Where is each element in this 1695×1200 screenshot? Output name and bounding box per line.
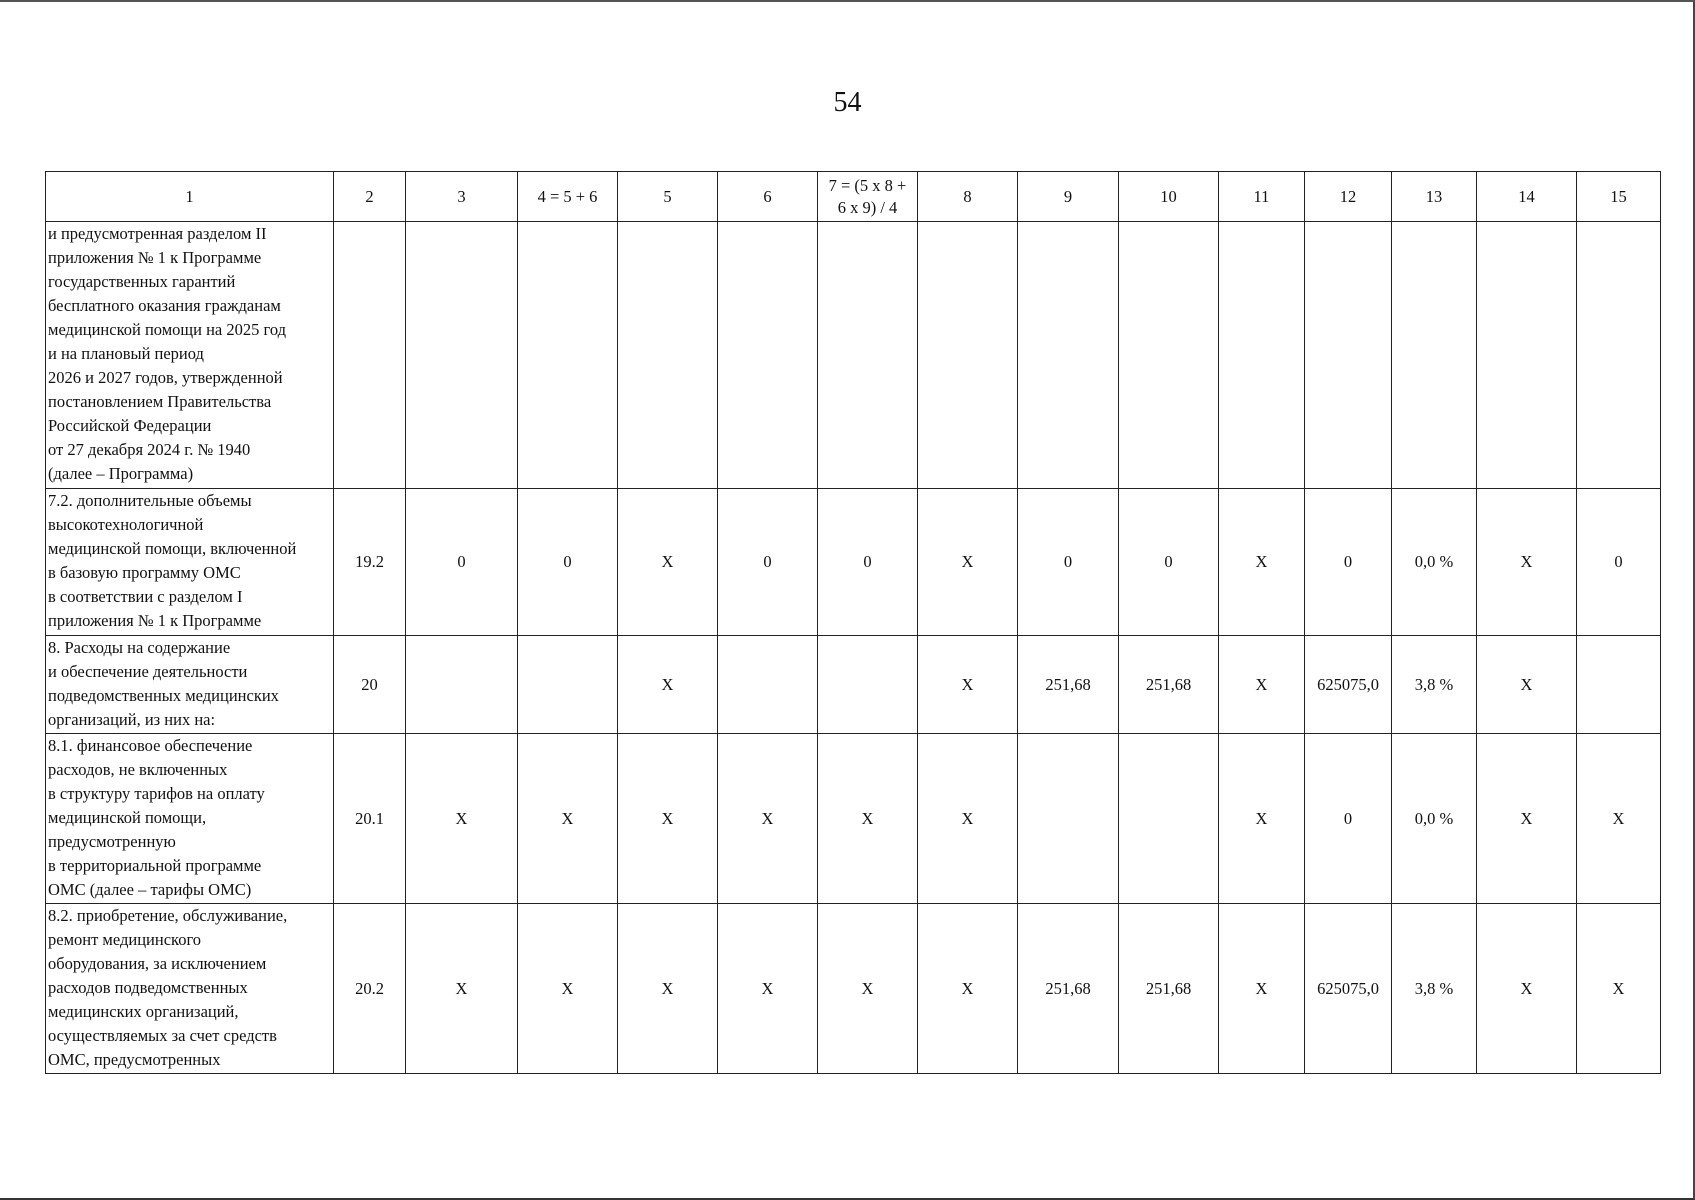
- column-header: 1: [46, 172, 334, 222]
- table-cell: [618, 222, 718, 489]
- column-header: 6: [718, 172, 818, 222]
- table-cell: 20.2: [334, 904, 406, 1074]
- table-cell: 0: [1018, 489, 1119, 636]
- data-table: [45, 171, 1661, 1074]
- column-header: 5: [618, 172, 718, 222]
- table-cell: [1305, 222, 1392, 489]
- table-cell: [406, 636, 518, 734]
- table-cell: [1577, 222, 1661, 489]
- table-cell: Х: [618, 734, 718, 904]
- table-cell: 251,68: [1018, 636, 1119, 734]
- column-header: 8: [918, 172, 1018, 222]
- table-cell: [1577, 636, 1661, 734]
- table-cell: Х: [918, 636, 1018, 734]
- table-cell: Х: [1477, 489, 1577, 636]
- table-cell: Х: [918, 734, 1018, 904]
- table-cell: 625075,0: [1305, 636, 1392, 734]
- table-cell: 0,0 %: [1392, 489, 1477, 636]
- column-header: 3: [406, 172, 518, 222]
- column-header: 11: [1219, 172, 1305, 222]
- table-cell: 20.1: [334, 734, 406, 904]
- table-cell: [1119, 734, 1219, 904]
- table-cell: Х: [1219, 734, 1305, 904]
- table-cell: [518, 222, 618, 489]
- table-cell: 0: [1305, 489, 1392, 636]
- table-cell: 20: [334, 636, 406, 734]
- table-cell: [1119, 222, 1219, 489]
- table-cell: Х: [618, 904, 718, 1074]
- column-header: 4 = 5 + 6: [518, 172, 618, 222]
- table-cell: Х: [618, 489, 718, 636]
- table-cell: [1477, 222, 1577, 489]
- table-cell: [518, 636, 618, 734]
- column-header: 9: [1018, 172, 1119, 222]
- table-cell: 0,0 %: [1392, 734, 1477, 904]
- table-cell: Х: [718, 904, 818, 1074]
- table-cell: Х: [1477, 904, 1577, 1074]
- table-cell: [818, 636, 918, 734]
- row-name-cell: и предусмотренная разделом II приложения № 1 к Программе государственных гарантий бесплатного оказания гражданам медицинской помощи на 2025 год и на плановый период 2026 и 2027 годов, утвержденной постановлением Правительства Российской Федерации от 27 декабря 2024 г. № 1940 (далее – Программа): [46, 222, 334, 489]
- table-cell: 0: [1119, 489, 1219, 636]
- table-row: [46, 734, 1661, 904]
- table-cell: 625075,0: [1305, 904, 1392, 1074]
- header-row: [46, 172, 1661, 222]
- table-cell: 251,68: [1119, 636, 1219, 734]
- table-cell: Х: [1477, 636, 1577, 734]
- table-cell: Х: [518, 904, 618, 1074]
- table-cell: 251,68: [1119, 904, 1219, 1074]
- table-cell: Х: [618, 636, 718, 734]
- table-cell: Х: [1219, 904, 1305, 1074]
- table-cell: 3,8 %: [1392, 904, 1477, 1074]
- column-header: 10: [1119, 172, 1219, 222]
- table-cell: Х: [518, 734, 618, 904]
- table-cell: [1018, 222, 1119, 489]
- row-name-cell: 8.1. финансовое обеспечение расходов, не включенных в структуру тарифов на оплату медицинской помощи, предусмотренную в территориальной программе ОМС (далее – тарифы ОМС): [46, 734, 334, 904]
- row-name-cell: 7.2. дополнительные объемы высокотехнологичной медицинской помощи, включенной в базовую программу ОМС в соответствии с разделом I приложения № 1 к Программе: [46, 489, 334, 636]
- table-cell: [406, 222, 518, 489]
- table-cell: 19.2: [334, 489, 406, 636]
- column-header: 15: [1577, 172, 1661, 222]
- row-name-cell: 8.2. приобретение, обслуживание, ремонт медицинского оборудования, за исключением расходов подведомственных медицинских организаций, осуществляемых за счет средств ОМС, предусмотренных: [46, 904, 334, 1074]
- table-cell: [334, 222, 406, 489]
- column-header: 13: [1392, 172, 1477, 222]
- table-cell: 0: [518, 489, 618, 636]
- column-header: 2: [334, 172, 406, 222]
- table-cell: Х: [918, 489, 1018, 636]
- table-cell: Х: [406, 734, 518, 904]
- table-cell: Х: [818, 904, 918, 1074]
- table-cell: 251,68: [1018, 904, 1119, 1074]
- table-cell: 0: [1577, 489, 1661, 636]
- column-header: 12: [1305, 172, 1392, 222]
- table-cell: [1018, 734, 1119, 904]
- table-cell: Х: [1219, 489, 1305, 636]
- table-row: [46, 222, 1661, 489]
- table-cell: 0: [1305, 734, 1392, 904]
- table-cell: 0: [406, 489, 518, 636]
- table-cell: 0: [818, 489, 918, 636]
- table-cell: [718, 222, 818, 489]
- table-cell: Х: [1577, 904, 1661, 1074]
- table-cell: [918, 222, 1018, 489]
- column-header: 14: [1477, 172, 1577, 222]
- column-header: 7 = (5 х 8 + 6 х 9) / 4: [818, 172, 918, 222]
- table-cell: [818, 222, 918, 489]
- table-cell: Х: [918, 904, 1018, 1074]
- table-cell: [718, 636, 818, 734]
- page-number: 54: [833, 87, 862, 118]
- table-cell: Х: [718, 734, 818, 904]
- table-row: [46, 904, 1661, 1074]
- table-cell: 3,8 %: [1392, 636, 1477, 734]
- table-cell: Х: [1477, 734, 1577, 904]
- table-row: [46, 489, 1661, 636]
- table-row: [46, 636, 1661, 734]
- table-cell: [1219, 222, 1305, 489]
- table-cell: [1392, 222, 1477, 489]
- table-cell: Х: [818, 734, 918, 904]
- table-cell: Х: [1219, 636, 1305, 734]
- table-cell: Х: [406, 904, 518, 1074]
- row-name-cell: 8. Расходы на содержание и обеспечение деятельности подведомственных медицинских организаций, из них на:: [46, 636, 334, 734]
- table-cell: 0: [718, 489, 818, 636]
- table-cell: Х: [1577, 734, 1661, 904]
